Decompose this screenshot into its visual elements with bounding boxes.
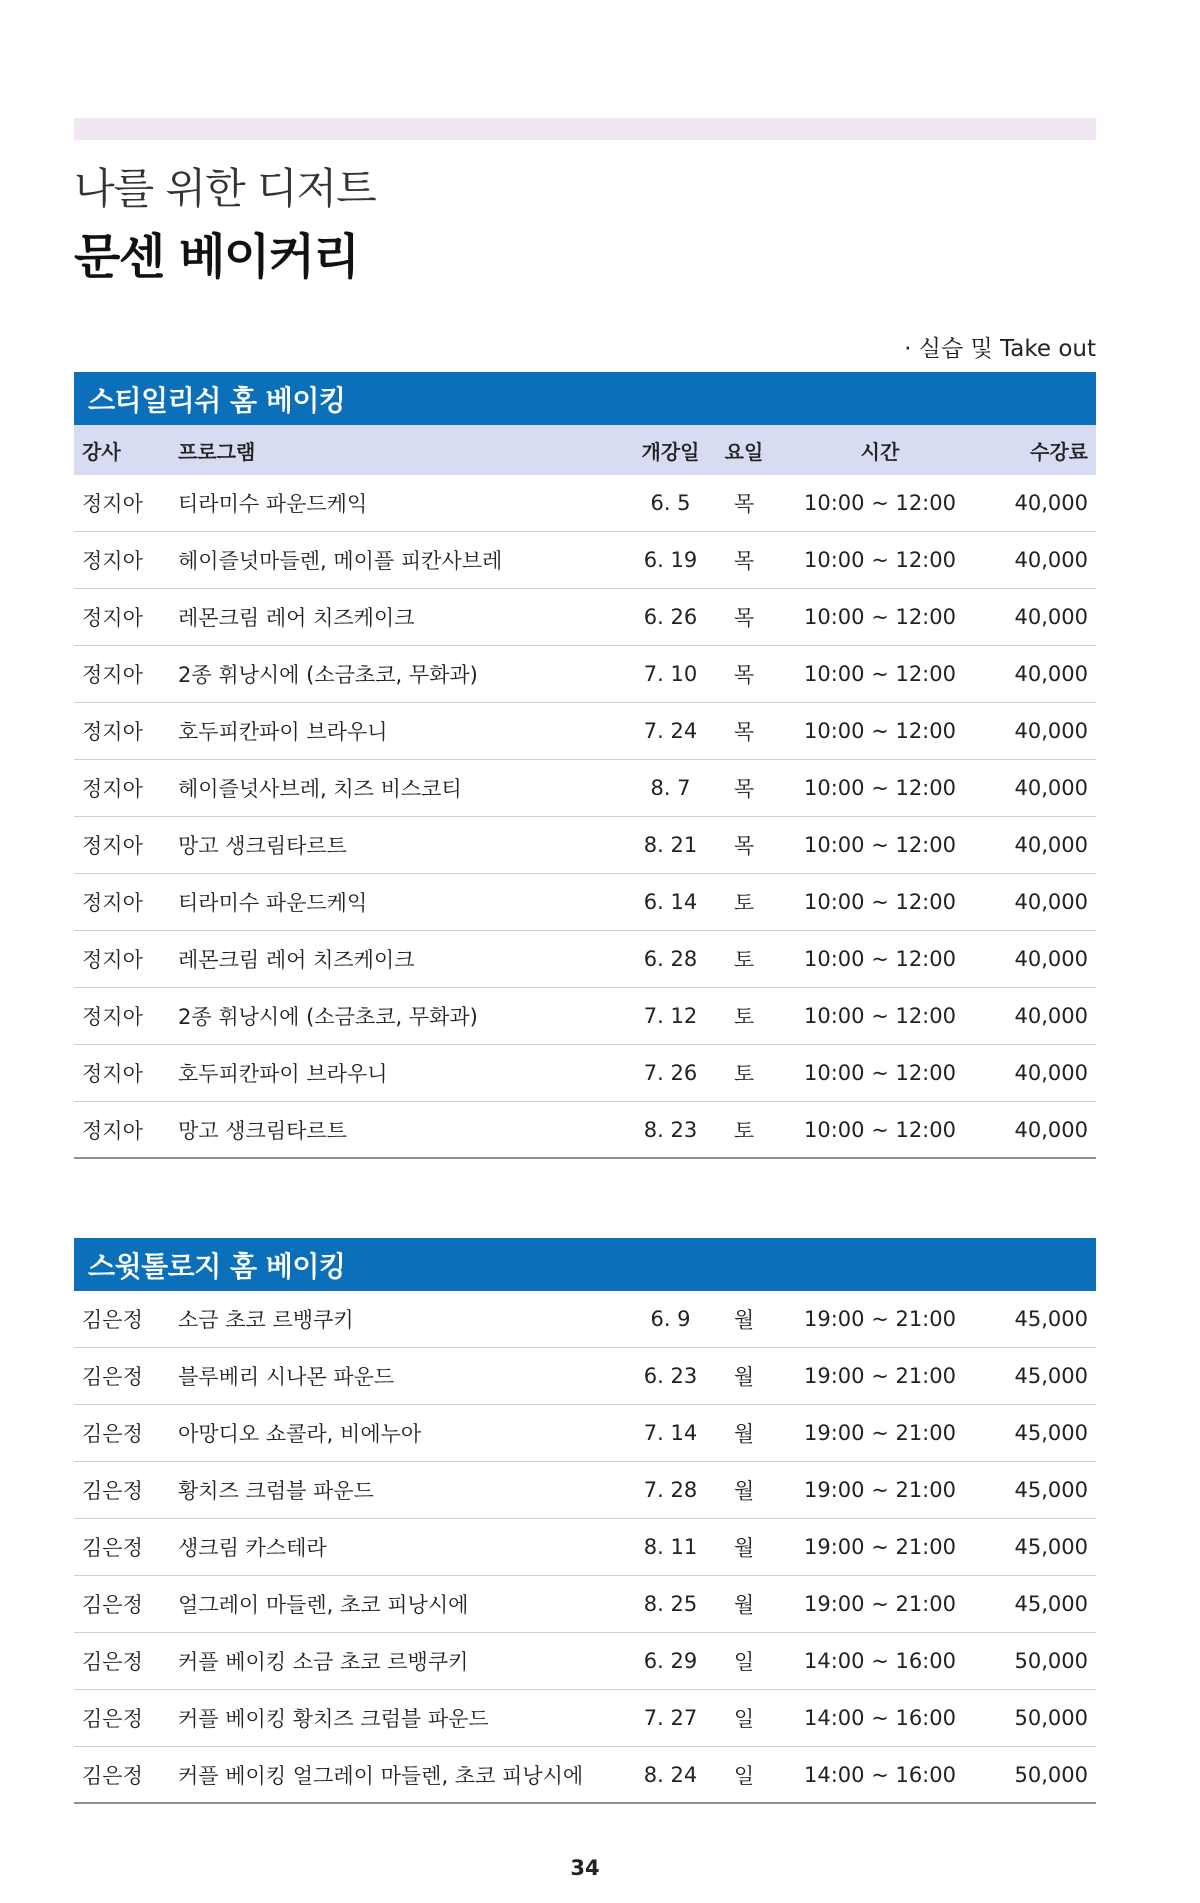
cell-day: 월: [733, 1479, 755, 1503]
header-instructor: 강사: [82, 439, 121, 464]
cell-start-date: 6. 14: [643, 890, 698, 914]
cell-start-date: 7. 12: [643, 1004, 698, 1028]
cell-instructor: 김은정: [82, 1365, 143, 1389]
cell-instructor: 정지아: [82, 1118, 143, 1143]
cell-instructor: 김은정: [82, 1536, 143, 1560]
table-row: [74, 1519, 1096, 1576]
cell-program: 헤이즐넛마들렌, 메이플 피칸사브레: [178, 549, 503, 573]
cell-start-date: 8. 21: [643, 833, 698, 857]
cell-start-date: 6. 5: [650, 491, 691, 515]
cell-fee: 45,000: [1014, 1364, 1088, 1388]
cell-time: 10:00 ~ 12:00: [804, 605, 956, 629]
cell-program: 얼그레이 마들렌, 초코 피낭시에: [178, 1593, 469, 1617]
cell-time: 10:00 ~ 12:00: [804, 548, 956, 572]
cell-program: 2종 휘낭시에 (소금초코, 무화과): [178, 663, 478, 687]
cell-day: 월: [733, 1422, 755, 1446]
header-time: 시간: [860, 439, 900, 464]
cell-start-date: 6. 9: [650, 1307, 691, 1331]
cell-time: 14:00 ~ 16:00: [804, 1649, 956, 1673]
cell-time: 10:00 ~ 12:00: [804, 947, 956, 971]
cell-start-date: 8. 24: [643, 1762, 698, 1787]
cell-time: 10:00 ~ 12:00: [804, 1061, 956, 1085]
cell-fee: 40,000: [1014, 719, 1088, 743]
cell-day: 월: [733, 1593, 755, 1617]
cell-start-date: 6. 29: [643, 1649, 698, 1673]
cell-program: 망고 생크림타르트: [178, 834, 347, 858]
cell-time: 19:00 ~ 21:00: [804, 1535, 956, 1559]
cell-start-date: 7. 28: [643, 1478, 698, 1502]
cell-instructor: 김은정: [82, 1479, 143, 1503]
cell-fee: 45,000: [1014, 1421, 1088, 1445]
cell-instructor: 정지아: [82, 834, 143, 858]
cell-start-date: 8. 23: [643, 1117, 698, 1142]
schedule-table-stylish: [74, 475, 1096, 1159]
table-row: [74, 817, 1096, 874]
cell-instructor: 김은정: [82, 1422, 143, 1446]
cell-day: 토: [733, 1062, 755, 1086]
cell-fee: 50,000: [1014, 1706, 1088, 1730]
cell-fee: 45,000: [1014, 1307, 1088, 1331]
cell-time: 10:00 ~ 12:00: [804, 491, 956, 515]
cell-day: 일: [733, 1763, 755, 1788]
cell-fee: 45,000: [1014, 1478, 1088, 1502]
table-row: [74, 1348, 1096, 1405]
cell-fee: 40,000: [1014, 776, 1088, 800]
cell-program: 망고 생크림타르트: [178, 1118, 347, 1143]
cell-start-date: 8. 11: [643, 1535, 698, 1559]
cell-instructor: 김은정: [82, 1308, 143, 1332]
page-number: 34: [570, 1856, 600, 1880]
cell-time: 10:00 ~ 12:00: [804, 890, 956, 914]
cell-instructor: 정지아: [82, 549, 143, 573]
cell-program: 황치즈 크럼블 파운드: [178, 1479, 374, 1503]
table-row: [74, 1690, 1096, 1747]
cell-start-date: 6. 23: [643, 1364, 698, 1388]
cell-instructor: 정지아: [82, 720, 143, 744]
cell-fee: 40,000: [1014, 548, 1088, 572]
table-row: [74, 931, 1096, 988]
cell-time: 14:00 ~ 16:00: [804, 1762, 956, 1787]
cell-day: 일: [733, 1650, 755, 1674]
cell-program: 커플 베이킹 얼그레이 마들렌, 초코 피낭시에: [178, 1763, 584, 1788]
cell-time: 10:00 ~ 12:00: [804, 1004, 956, 1028]
cell-program: 2종 휘낭시에 (소금초코, 무화과): [178, 1005, 478, 1029]
table-row: [74, 760, 1096, 817]
cell-time: 19:00 ~ 21:00: [804, 1478, 956, 1502]
cell-instructor: 정지아: [82, 492, 143, 516]
table-header: [74, 425, 1096, 475]
cell-day: 토: [733, 948, 755, 972]
table-row: [74, 1576, 1096, 1633]
cell-day: 목: [733, 606, 755, 630]
table-row: [74, 988, 1096, 1045]
cell-start-date: 7. 24: [643, 719, 698, 743]
cell-fee: 45,000: [1014, 1535, 1088, 1559]
cell-start-date: 7. 27: [643, 1706, 698, 1730]
class-note: · 실습 및 Take out: [904, 336, 1096, 362]
cell-day: 토: [733, 1118, 755, 1143]
table-row: [74, 1291, 1096, 1348]
cell-time: 10:00 ~ 12:00: [804, 776, 956, 800]
cell-fee: 45,000: [1014, 1592, 1088, 1616]
section-title-sweetology: 스윗톨로지 홈 베이킹: [74, 1238, 1096, 1291]
cell-fee: 40,000: [1014, 833, 1088, 857]
table-row: [74, 1405, 1096, 1462]
page-title: 문센 베이커리: [74, 229, 359, 285]
cell-time: 19:00 ~ 21:00: [804, 1592, 956, 1616]
table-row: [74, 1045, 1096, 1102]
cell-day: 월: [733, 1365, 755, 1389]
cell-fee: 50,000: [1014, 1649, 1088, 1673]
header-accent-bar: [74, 118, 1096, 140]
cell-fee: 40,000: [1014, 662, 1088, 686]
cell-time: 10:00 ~ 12:00: [804, 833, 956, 857]
table-row: [74, 1462, 1096, 1519]
cell-program: 커플 베이킹 소금 초코 르뱅쿠키: [178, 1650, 469, 1674]
cell-instructor: 정지아: [82, 1062, 143, 1086]
section-title-stylish: 스티일리쉬 홈 베이킹: [74, 372, 1096, 425]
cell-day: 목: [733, 777, 755, 801]
cell-time: 10:00 ~ 12:00: [804, 719, 956, 743]
cell-instructor: 정지아: [82, 1005, 143, 1029]
cell-day: 목: [733, 492, 755, 516]
table-row: [74, 1102, 1096, 1159]
page-subtitle: 나를 위한 디저트: [74, 164, 376, 213]
cell-time: 19:00 ~ 21:00: [804, 1307, 956, 1331]
table-row: [74, 532, 1096, 589]
header-day: 요일: [724, 439, 764, 464]
header-fee: 수강료: [1030, 439, 1088, 464]
cell-program: 블루베리 시나몬 파운드: [178, 1365, 395, 1389]
cell-instructor: 정지아: [82, 891, 143, 915]
cell-start-date: 6. 19: [643, 548, 698, 572]
cell-instructor: 김은정: [82, 1707, 143, 1731]
table-row: [74, 874, 1096, 931]
cell-day: 목: [733, 663, 755, 687]
table-row: [74, 1747, 1096, 1804]
cell-day: 목: [733, 834, 755, 858]
cell-day: 월: [733, 1536, 755, 1560]
cell-start-date: 7. 14: [643, 1421, 698, 1445]
cell-program: 레몬크림 레어 치즈케이크: [178, 606, 415, 630]
cell-program: 호두피칸파이 브라우니: [178, 1062, 388, 1086]
cell-time: 10:00 ~ 12:00: [804, 662, 956, 686]
cell-day: 목: [733, 720, 755, 744]
cell-program: 헤이즐넛사브레, 치즈 비스코티: [178, 777, 462, 801]
cell-instructor: 김은정: [82, 1763, 143, 1788]
cell-time: 14:00 ~ 16:00: [804, 1706, 956, 1730]
cell-start-date: 7. 26: [643, 1061, 698, 1085]
cell-day: 목: [733, 549, 755, 573]
cell-fee: 40,000: [1014, 1061, 1088, 1085]
cell-time: 19:00 ~ 21:00: [804, 1421, 956, 1445]
schedule-table-sweetology: [74, 1291, 1096, 1804]
cell-program: 티라미수 파운드케익: [178, 891, 368, 915]
cell-day: 토: [733, 891, 755, 915]
cell-start-date: 7. 10: [643, 662, 698, 686]
header-start-date: 개강일: [641, 439, 700, 464]
table-row: [74, 646, 1096, 703]
cell-day: 일: [733, 1707, 755, 1731]
cell-instructor: 김은정: [82, 1650, 143, 1674]
cell-fee: 40,000: [1014, 491, 1088, 515]
cell-program: 호두피칸파이 브라우니: [178, 720, 388, 744]
cell-fee: 40,000: [1014, 890, 1088, 914]
cell-instructor: 김은정: [82, 1593, 143, 1617]
cell-program: 티라미수 파운드케익: [178, 492, 368, 516]
cell-fee: 50,000: [1014, 1762, 1088, 1787]
cell-start-date: 6. 28: [643, 947, 698, 971]
cell-program: 소금 초코 르뱅쿠키: [178, 1308, 354, 1332]
cell-fee: 40,000: [1014, 947, 1088, 971]
table-row: [74, 703, 1096, 760]
cell-program: 레몬크림 레어 치즈케이크: [178, 948, 415, 972]
cell-day: 토: [733, 1005, 755, 1029]
cell-instructor: 정지아: [82, 777, 143, 801]
table-row: [74, 589, 1096, 646]
cell-fee: 40,000: [1014, 1117, 1088, 1142]
cell-program: 커플 베이킹 황치즈 크럼블 파운드: [178, 1707, 489, 1731]
cell-instructor: 정지아: [82, 663, 143, 687]
cell-instructor: 정지아: [82, 606, 143, 630]
cell-fee: 40,000: [1014, 1004, 1088, 1028]
header-program: 프로그램: [178, 439, 256, 464]
cell-program: 아망디오 쇼콜라, 비에누아: [178, 1422, 422, 1446]
cell-start-date: 6. 26: [643, 605, 698, 629]
cell-fee: 40,000: [1014, 605, 1088, 629]
cell-time: 19:00 ~ 21:00: [804, 1364, 956, 1388]
cell-program: 생크림 카스테라: [178, 1536, 327, 1560]
cell-day: 월: [733, 1308, 755, 1332]
cell-instructor: 정지아: [82, 948, 143, 972]
table-row: [74, 475, 1096, 532]
table-row: [74, 1633, 1096, 1690]
cell-start-date: 8. 7: [650, 776, 691, 800]
cell-time: 10:00 ~ 12:00: [804, 1117, 956, 1142]
cell-start-date: 8. 25: [643, 1592, 698, 1616]
